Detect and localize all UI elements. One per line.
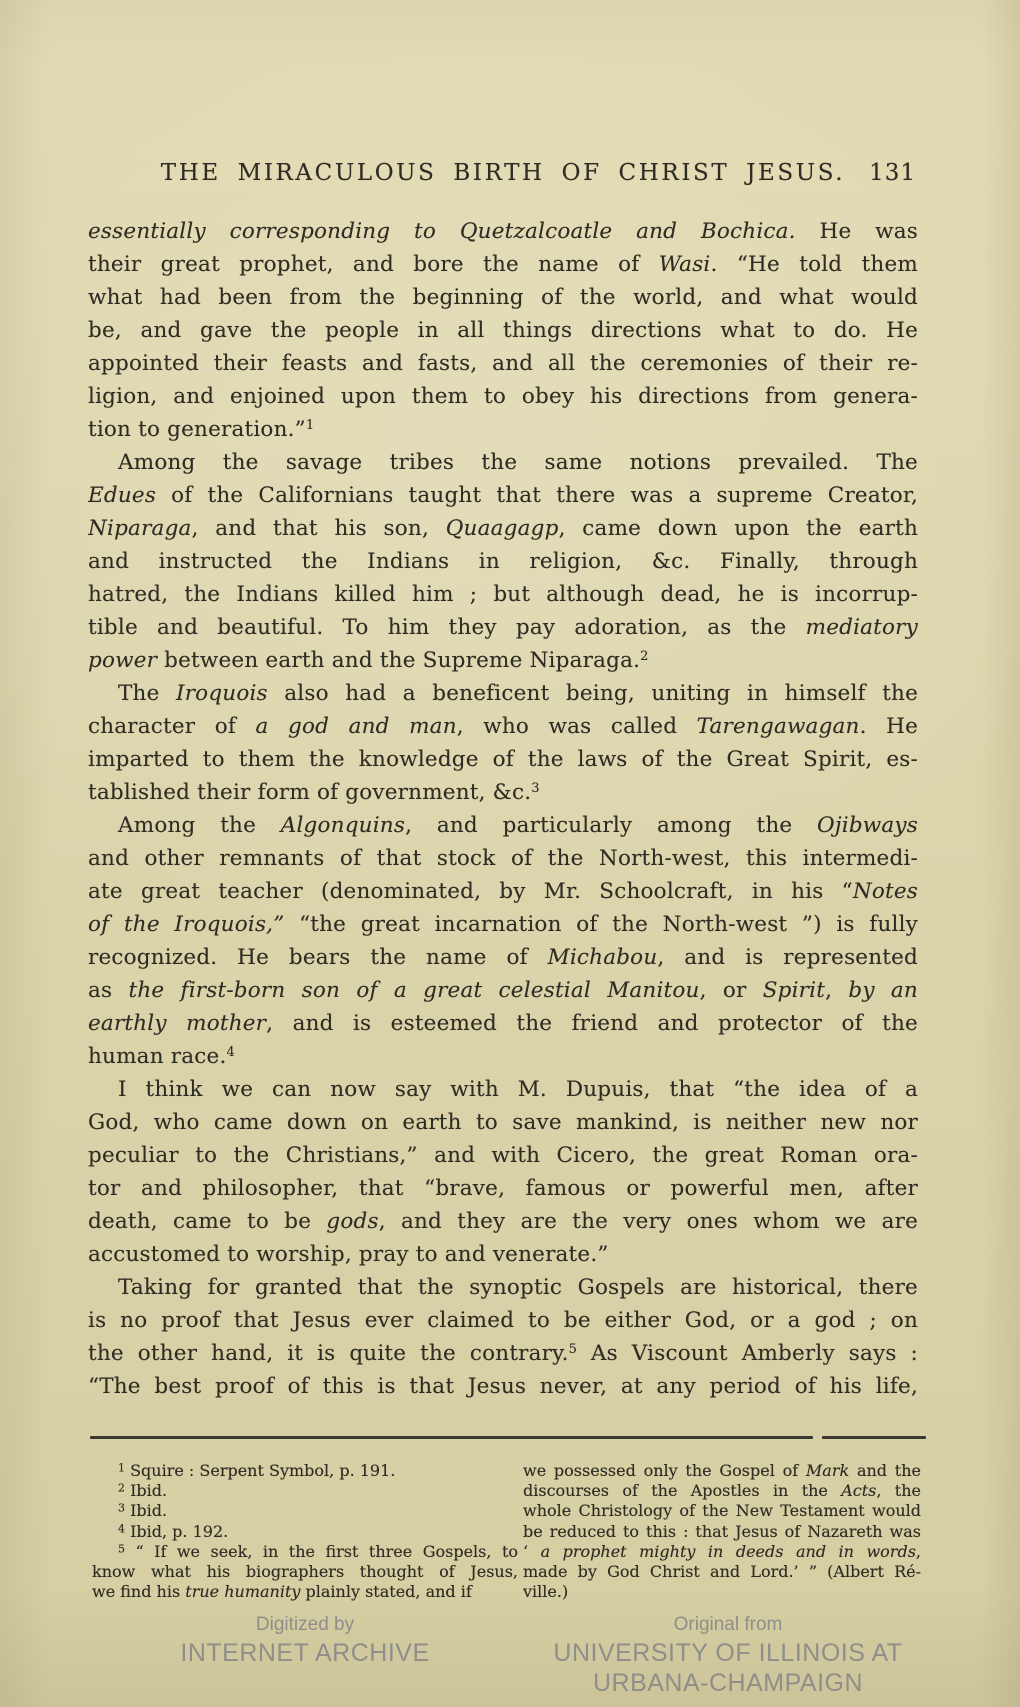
page-number: 131 [869,160,916,186]
text-line: God, who came down on earth to save mankind, is neither new nor [88,1110,918,1135]
text-line: made by God Christ and Lord.’ ” (Albert Ré- [523,1561,921,1581]
text-line: tion to generation.”$^1$ [88,417,315,442]
text-line: ligion, and enjoined upon them to obey his directions from genera- [88,384,918,409]
university-label-line2: URBANA-CHAMPAIGN [592,1669,864,1697]
text-line: Among the savage tribes the same notions prevailed. The [118,450,918,475]
internet-archive-label: INTERNET ARCHIVE [180,1639,430,1667]
text-line: hatred, the Indians killed him ; but although dead, he is incorrup- [88,582,918,607]
text-line: be reduced to this : that Jesus of Nazareth was [523,1521,921,1541]
text-line: earthly mother, and is esteemed the friend and protector of the [88,1011,918,1036]
text-line: “The best proof of this is that Jesus never, at any period of his life, [88,1374,918,1399]
text-line: discourses of the Apostles in the Acts, the [523,1481,921,1501]
text-line: $^1$ Squire : Serpent Symbol, p. 191. [118,1461,396,1480]
original-from-label: Original from [673,1614,783,1635]
text-line: power between earth and the Supreme Niparaga.$^2$ [88,648,649,673]
text-line: death, came to be gods, and they are the very ones whom we are [88,1209,918,1234]
text-line: accustomed to worship, pray to and venerate.” [88,1242,609,1267]
footnote-rule-left-segment [90,1436,813,1439]
running-head [88,158,918,188]
footnotes-right-column [523,1461,921,1602]
text-line: tor and philosopher, that “brave, famous or powerful men, after [88,1176,918,1201]
text-line: and instructed the Indians in religion, &c. Finally, through [88,549,918,574]
text-line: be, and gave the people in all things directions what to do. He [88,318,918,343]
text-line: what had been from the beginning of the world, and what would [88,285,918,310]
text-line: character of a god and man, who was called Tarengawagan. He [88,714,918,739]
text-line: $^4$ Ibid, p. 192. [118,1521,229,1541]
text-line: Taking for granted that the synoptic Gospels are historical, there [118,1275,918,1300]
text-line: as the first-born son of a great celestial Manitou, or Spirit, by an [88,978,918,1003]
text-line: their great prophet, and bore the name of Wasi. “He told them [88,252,918,277]
text-line: ‘ a prophet mighty in deeds and in words, [523,1541,921,1561]
text-line: tablished their form of government, &c.$^3$ [88,780,540,805]
text-line: peculiar to the Christians,” and with Cicero, the great Roman ora- [88,1143,918,1168]
text-line: appointed their feasts and fasts, and all the ceremonies of their re- [88,351,918,376]
text-line: Niparaga, and that his son, Quaagagp, came down upon the earth [88,516,918,541]
text-line: is no proof that Jesus ever claimed to be either God, or a god ; on [88,1308,918,1333]
university-label-line1: UNIVERSITY OF ILLINOIS AT [553,1639,903,1667]
page-title: THE MIRACULOUS BIRTH OF CHRIST JESUS. [160,160,846,186]
text-line: $^3$ Ibid. [118,1501,168,1521]
digitized-by-stamp [125,1611,485,1668]
text-line: whole Christology of the New Testament would [523,1501,921,1521]
text-line: I think we can now say with M. Dupuis, that “the idea of a [118,1077,918,1102]
text-line: Edues of the Californians taught that there was a supreme Creator, [88,483,918,508]
text-line: human race.$^4$ [88,1044,235,1069]
text-line: tible and beautiful. To him they pay adoration, as the mediatory [88,615,918,640]
text-line: imparted to them the knowledge of the laws of the Great Spirit, es- [88,747,918,772]
text-line: we possessed only the Gospel of Mark and the [523,1461,921,1480]
original-from-stamp [530,1611,926,1698]
text-line: recognized. He bears the name of Michabou, and is represented [88,945,918,970]
text-line: we find his true humanity plainly stated, and if [92,1582,472,1602]
text-line: and other remnants of that stock of the North-west, this intermedi- [88,846,918,871]
text-line: ville.) [523,1582,569,1602]
text-line: know what his biographers thought of Jesus, [92,1561,518,1581]
text-line: the other hand, it is quite the contrary.$^5$ As Viscount Amberly says : [88,1341,918,1366]
text-line: Among the Algonquins, and particularly among the Ojibways [118,813,918,838]
text-line: $^5$ “ If we seek, in the first three Gospels, to [118,1541,518,1561]
digitized-by-label: Digitized by [255,1614,355,1635]
text-line: essentially corresponding to Quetzalcoatle and Bochica. He was [88,219,918,244]
footnotes-left-column [92,1461,518,1602]
text-line: ate great teacher (denominated, by Mr. Schoolcraft, in his “Notes [88,879,918,904]
text-line: The Iroquois also had a beneficent being, uniting in himself the [118,681,918,706]
body-text [88,215,918,1403]
footnote-rule-right-segment [822,1436,926,1439]
text-line: of the Iroquois,” “the great incarnation of the North-west ”) is fully [88,912,918,937]
text-line: $^2$ Ibid. [118,1481,168,1501]
